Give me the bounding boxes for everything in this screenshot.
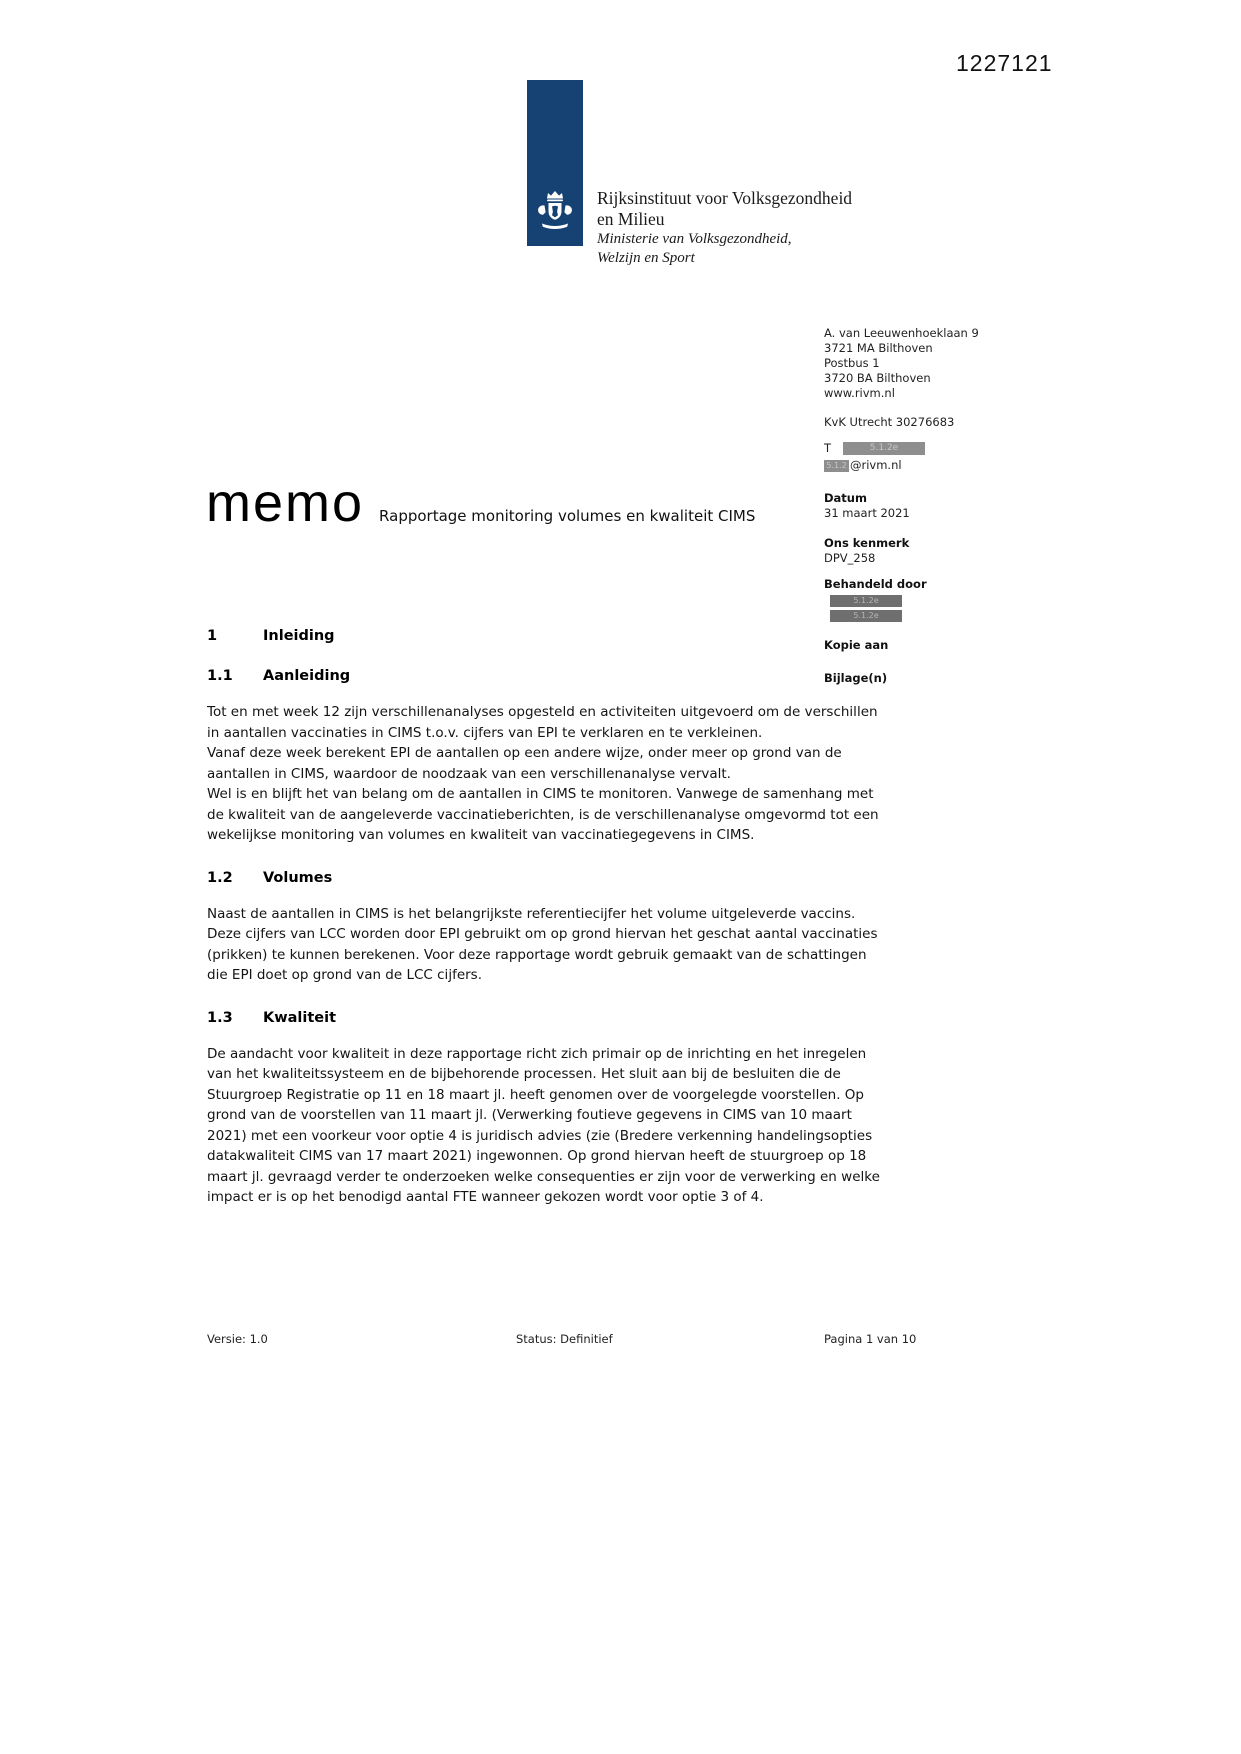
kopie-label: Kopie aan bbox=[824, 638, 889, 652]
field-behandeld-door bbox=[824, 577, 1044, 622]
phone-row bbox=[824, 441, 1044, 456]
email-suffix: @rivm.nl bbox=[850, 458, 902, 472]
section-body-kwaliteit bbox=[207, 1044, 883, 1208]
kenmerk-value: DPV_258 bbox=[824, 551, 876, 565]
paragraph: De aandacht voor kwaliteit in deze rapportage richt zich primair op de inrichting en het inregelen van het kwaliteitssysteem en de bijbehorende processen. Het sluit aan bij de besluiten die de Stuurgroep Registratie op 11 en 18 maart jl. heeft genomen over de voorgelegde voorstellen. Op grond van de voorstellen van 11 maart jl. (Verwerking foutieve gegevens in CIMS van 10 maart 2021) met een voorkeur voor optie 4 is juridisch advies (zie (Bredere verkenning handelingsopties datakwaliteit CIMS van 17 maart 2021) ingewonnen. Op grond hiervan heeft de stuurgroep op 18 maart jl. gevraagd verder te onderzoeken welke consequenties er zijn voor de verwerking en welke impact er is op het benodigd aantal FTE wanneer gekozen wordt voor optie 3 of 4. bbox=[207, 1045, 880, 1205]
main-content bbox=[207, 628, 883, 1208]
section-number: 1.3 bbox=[207, 1009, 233, 1026]
paragraph: Vanaf deze week berekent EPI de aantallen op een andere wijze, onder meer op grond van de aantallen in CIMS, waardoor de noodzaak van een verschillenanalyse vervalt. bbox=[207, 745, 842, 782]
logo-blue-bar bbox=[527, 80, 583, 246]
section-title: Aanleiding bbox=[263, 668, 351, 684]
section-heading-inleiding bbox=[207, 628, 883, 644]
org-name-line1: Rijksinstituut voor Volksgezondheid bbox=[597, 188, 853, 208]
datum-value: 31 maart 2021 bbox=[824, 506, 910, 520]
kvk-number: KvK Utrecht 30276683 bbox=[824, 415, 955, 429]
footer-page-number: Pagina 1 van 10 bbox=[824, 1332, 917, 1346]
address-line: A. van Leeuwenhoeklaan 9 bbox=[824, 326, 979, 340]
paragraph: Tot en met week 12 zijn verschillenanalyses opgesteld en activiteiten uitgevoerd om de verschillen in aantallen vaccinaties in CIMS t.o.v. cijfers van EPI te verklaren en te verkleinen. bbox=[207, 704, 878, 741]
memo-title: memo bbox=[206, 473, 365, 533]
behandeld-redaction-block: 5.1.2e bbox=[830, 595, 902, 607]
phone-redaction-block: 5.1.2e bbox=[843, 442, 925, 455]
rivm-coat-of-arms-icon bbox=[536, 190, 574, 234]
address-line: 3720 BA Bilthoven bbox=[824, 371, 931, 385]
rivm-logo bbox=[527, 80, 852, 268]
section-heading-aanleiding bbox=[207, 668, 883, 684]
ministry-line1: Ministerie van Volksgezondheid, bbox=[597, 231, 792, 247]
memo-title-row bbox=[206, 473, 756, 533]
email-row bbox=[824, 458, 1044, 473]
section-body-volumes bbox=[207, 904, 883, 986]
behandeld-label: Behandeld door bbox=[824, 577, 927, 591]
section-number: 1.1 bbox=[207, 668, 233, 684]
email-redaction-block: 5.1.2 bbox=[824, 460, 849, 472]
address-line: Postbus 1 bbox=[824, 356, 880, 370]
phone-label: T bbox=[824, 441, 832, 455]
section-heading-kwaliteit bbox=[207, 1010, 883, 1026]
footer-versie: Versie: 1.0 bbox=[207, 1332, 268, 1346]
paragraph: Naast de aantallen in CIMS is het belangrijkste referentiecijfer het volume uitgeleverde vaccins. Deze cijfers van LCC worden door EPI gebruikt om op grond hiervan het geschat aantal vaccinaties (prikken) te kunnen berekenen. Voor deze rapportage wordt gebruik gemaakt van de schattingen die EPI doet op grond van de LCC cijfers. bbox=[207, 905, 878, 983]
footer-status: Status: Definitief bbox=[516, 1332, 613, 1346]
section-title: Inleiding bbox=[263, 628, 335, 644]
paragraph: Wel is en blijft het van belang om de aantallen in CIMS te monitoren. Vanwege de samenhang met de kwaliteit van de aangeleverde vaccinatieberichten, is de verschillenanalyse omgevormd tot een wekelijkse monitoring van volumes en kwaliteit van vaccinatiegegevens in CIMS. bbox=[207, 786, 879, 843]
section-number: 1 bbox=[207, 628, 218, 644]
address-line: 3721 MA Bilthoven bbox=[824, 341, 933, 355]
logo-text bbox=[597, 80, 852, 268]
org-name-line2: en Milieu bbox=[597, 209, 665, 229]
field-ons-kenmerk bbox=[824, 536, 1044, 566]
ministry-line2: Welzijn en Sport bbox=[597, 250, 695, 266]
document-number: 1227121 bbox=[956, 50, 1053, 76]
field-datum bbox=[824, 491, 1044, 521]
website-url: www.rivm.nl bbox=[824, 386, 895, 400]
kenmerk-label: Ons kenmerk bbox=[824, 536, 910, 550]
bijlage-label: Bijlage(n) bbox=[824, 671, 888, 685]
behandeld-redaction-block: 5.1.2e bbox=[830, 610, 902, 622]
section-heading-volumes bbox=[207, 870, 883, 886]
section-body-aanleiding bbox=[207, 702, 883, 846]
section-title: Volumes bbox=[263, 869, 333, 886]
section-title: Kwaliteit bbox=[263, 1009, 337, 1026]
memo-subtitle: Rapportage monitoring volumes en kwaliteit CIMS bbox=[379, 507, 756, 525]
datum-label: Datum bbox=[824, 491, 867, 505]
section-number: 1.2 bbox=[207, 869, 233, 886]
